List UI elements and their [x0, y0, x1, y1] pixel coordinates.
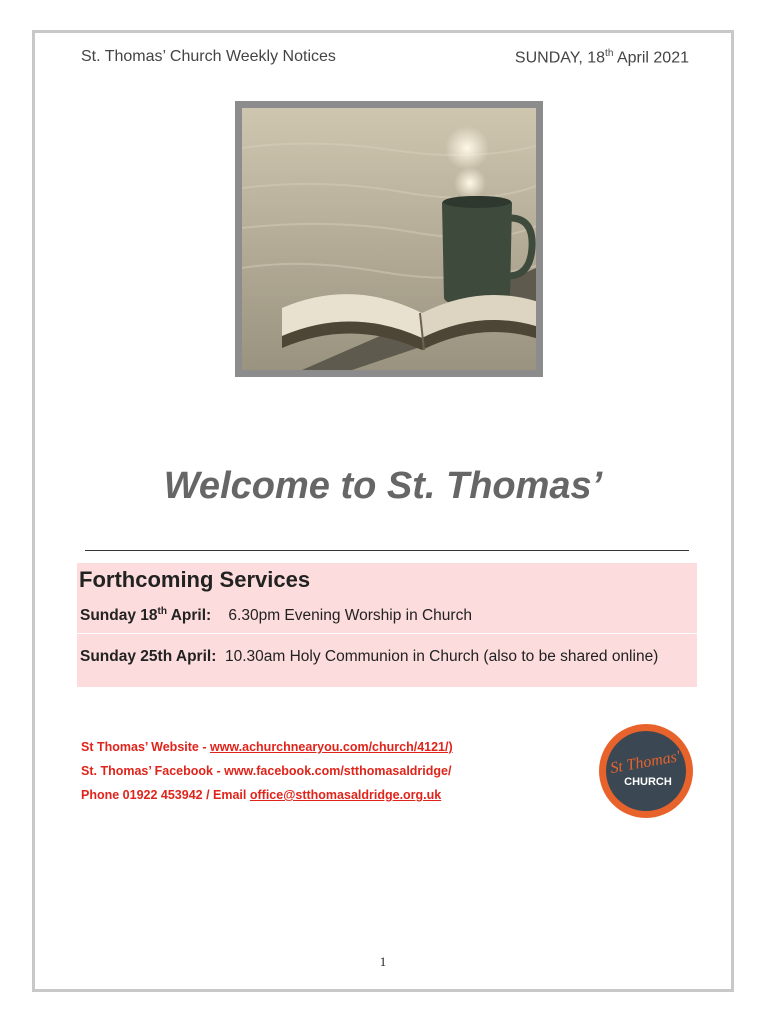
service-date: Sunday 25th April:: [80, 648, 217, 665]
divider-line: [85, 550, 689, 551]
welcome-heading: Welcome to St. Thomas’: [163, 465, 603, 507]
notice-page: [32, 30, 734, 992]
cover-photo: [242, 108, 536, 370]
header-date: SUNDAY, 18th April 2021: [514, 48, 689, 67]
bible-and-mug-illustration: [242, 108, 536, 370]
facebook-line: St. Thomas’ Facebook - www.facebook.com/stthomasaldridge/: [81, 764, 452, 778]
service-row: [80, 648, 658, 666]
forthcoming-services-box: [77, 563, 697, 687]
logo-text-stthomas: St Thomas': [609, 748, 682, 778]
email-link[interactable]: office@stthomasaldridge.org.uk: [249, 788, 442, 802]
service-date: Sunday 18th April:: [80, 606, 212, 625]
services-heading: Forthcoming Services: [79, 567, 311, 592]
row-divider: [77, 633, 697, 634]
service-row: [80, 606, 472, 625]
service-description: 6.30pm Evening Worship in Church: [228, 607, 472, 625]
logo-text-church: CHURCH: [624, 776, 672, 788]
website-line: St Thomas’ Website - www.achurchnearyou.com/church/4121/): [81, 740, 453, 754]
page-number: 1: [379, 954, 387, 969]
cover-photo-frame: [235, 101, 543, 377]
service-description: 10.30am Holy Communion in Church (also to be shared online): [224, 648, 659, 665]
church-logo: [598, 723, 694, 819]
header-title: St. Thomas’ Church Weekly Notices: [81, 48, 336, 65]
phone-email-line: Phone 01922 453942 / Email office@stthomasaldridge.org.uk: [81, 788, 442, 802]
facebook-link[interactable]: www.facebook.com/stthomasaldridge/: [224, 764, 452, 778]
website-link[interactable]: www.achurchnearyou.com/church/4121/): [209, 740, 453, 754]
